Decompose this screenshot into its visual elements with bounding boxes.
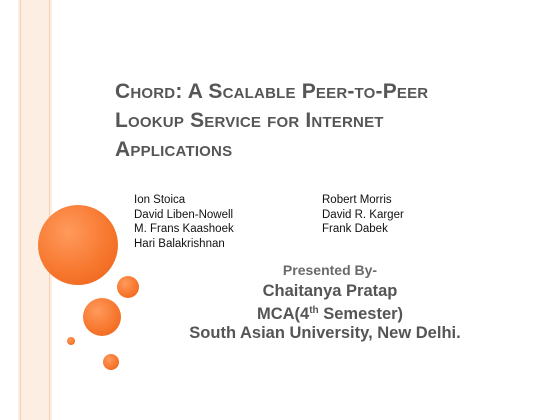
band-line-left	[20, 0, 21, 420]
degree-suffix: Semester)	[318, 305, 404, 323]
author-name: David Liben-Nowell	[134, 208, 234, 221]
decorative-band	[18, 0, 52, 420]
degree-superscript: th	[309, 305, 319, 316]
decorative-circle-medium	[83, 298, 121, 336]
decorative-circle-smaller	[103, 354, 119, 370]
author-name: Hari Balakrishnan	[134, 237, 225, 250]
university-name: South Asian University, New Delhi.	[189, 324, 461, 342]
presenter-name: Chaitanya Pratap	[262, 282, 398, 300]
author-name: Robert Morris	[322, 194, 392, 206]
authors-left-column	[134, 193, 234, 251]
decorative-circle-tiny	[67, 337, 75, 345]
slide-title	[115, 77, 535, 164]
author-name: Ion Stoica	[134, 194, 186, 206]
title-line-3: Applications	[115, 138, 233, 161]
degree-prefix: MCA(4	[256, 305, 310, 323]
title-line-2: Lookup Service for Internet	[115, 109, 384, 132]
author-name: M. Frans Kaashoek	[134, 223, 234, 235]
authors-right-column	[322, 193, 404, 237]
title-line-1: Chord: A Scalable Peer-to-Peer	[115, 80, 429, 103]
author-name: David R. Karger	[322, 208, 404, 221]
presenter-degree	[150, 305, 510, 324]
band-line-right	[49, 0, 50, 420]
author-name: Frank Dabek	[322, 223, 388, 235]
decorative-circle-small	[117, 276, 139, 298]
presented-by-label: Presented By-	[282, 262, 378, 278]
decorative-circle-large	[38, 205, 118, 285]
